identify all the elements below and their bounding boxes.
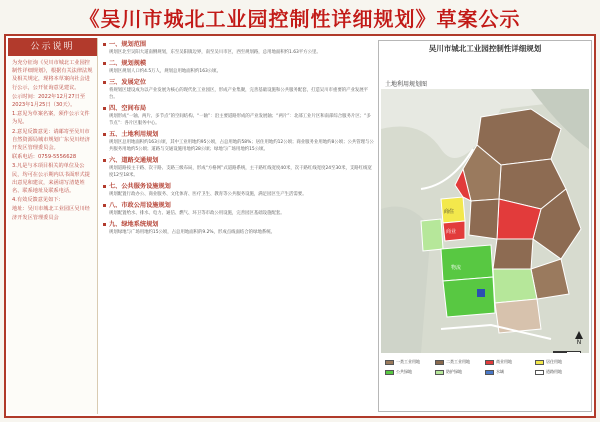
legend-swatch	[435, 370, 444, 375]
section	[103, 201, 375, 217]
notice-title: 公示说明	[8, 38, 97, 56]
plan-sections	[103, 40, 375, 412]
map-panel	[378, 40, 592, 412]
legend-swatch	[385, 370, 394, 375]
section-text: 规划配置行政办公、商业服务、文化体育、医疗卫生、教育等公共服务设施，满足园区生产生活需要。	[109, 192, 307, 197]
legend-swatch	[435, 360, 444, 365]
section-text: 规划道路按主干路、次干路、支路三级布局，形成“方格网”式道路系统，主干路红线宽度40米，次干路红线宽度24至30米，支路红线宽度12至18米。	[109, 166, 372, 178]
section-text: 规划绿地与广场用地约15公顷，占总用地面积的9.2%，形成点线面结合的绿地系统。	[109, 230, 276, 235]
title-bar	[0, 0, 600, 34]
section-text: 规划形成“一轴、两片、多节点”的空间结构。“一轴”：沿主要道路形成的产业发展轴；“两片”：北部工业片区和南部综合服务片区；“多节点”：各片区服务中心。	[109, 114, 371, 126]
section	[103, 40, 375, 56]
legend-item	[435, 369, 462, 375]
legend-swatch	[485, 360, 494, 365]
section	[103, 59, 375, 75]
section-title: 六、道路交通规划	[103, 156, 375, 165]
legend-label: 二类工业用地	[446, 359, 470, 364]
section-text: 规划区规划人口约4.5万人，规划总用地面积约163公顷。	[109, 69, 221, 74]
notice-panel	[8, 38, 98, 414]
map-title: 吴川市城北工业园控制性详细规划	[428, 44, 542, 53]
section	[103, 78, 375, 101]
notice-paragraph: 公示时间：2022年12月27日至2023年1月25日（30天）。	[12, 93, 86, 109]
legend-item	[385, 359, 420, 365]
section-title: 九、绿地系统规划	[103, 220, 375, 229]
legend-label: 道路用地	[546, 369, 562, 374]
legend-swatch	[485, 370, 494, 375]
map-legend	[385, 359, 585, 407]
notice-paragraph: 联系电话：0759-5556628	[12, 154, 77, 161]
legend-swatch	[535, 370, 544, 375]
section-text: 将规划区建设成为以产业发展为核心的现代化工业园区，形成产业集聚，完善基础设施和公共服务配套，打造吴川市重要的产业发展平台。	[109, 88, 369, 100]
section-title: 三、发展定位	[103, 78, 375, 87]
legend-label: 商业用地	[496, 359, 512, 364]
section-title: 七、公共服务设施规划	[103, 182, 375, 191]
section	[103, 104, 375, 127]
legend-item	[485, 359, 512, 365]
legend-item	[385, 369, 412, 375]
legend-swatch	[385, 360, 394, 365]
section-title: 四、空间布局	[103, 104, 375, 113]
compass-label: N	[576, 339, 582, 346]
legend-label: 一类工业用地	[396, 359, 420, 364]
section-text: 规划配置给水、排水、电力、通信、燃气、环卫等市政公用设施，完善园区基础设施配套。	[109, 211, 285, 216]
legend-item	[535, 359, 562, 365]
notice-paragraph: 3.凡是与本项目相关的单位及公民，均可在公示期内以书面形式提出意见和建议，来函请写清楚姓名、联系地址及联系电话。	[12, 163, 90, 195]
legend-label: 居住用地	[546, 359, 562, 364]
legend-label: 水域	[496, 369, 504, 374]
legend-item	[535, 369, 562, 375]
section-text: 规划区总用地面积约163公顷，其中工业用地约95公顷，占总用地的58%；居住用地约12公顷；商业服务业用地约8公顷；公共管理与公共服务用地约5公顷；道路与交通设施用地约28公顷；绿地与广场用地约15公顷。	[109, 140, 374, 152]
section-text: 规划区北至吴阳大道南侧规划，东至吴阳镇边界，南至吴川市区，西至规划路，总用地面积约1.63平方公里。	[109, 50, 321, 55]
legend-label: 公共绿地	[396, 369, 412, 374]
scale-bar	[553, 351, 581, 353]
notice-body	[8, 56, 97, 226]
notice-paragraph: 2.意见反馈意见：请邮寄至吴川市自然资源局城市规划广东吴川经济开发区管理委员会。	[12, 128, 90, 152]
legend-item	[485, 369, 504, 375]
zone-label: 商业	[446, 229, 457, 235]
map-subtitle: 土地利用规划图	[385, 81, 428, 88]
section	[103, 156, 375, 179]
compass-icon	[575, 331, 583, 346]
section-title: 一、规划范围	[103, 40, 375, 49]
section-title: 五、土地利用规划	[103, 130, 375, 139]
notice-paragraph: 为充分征询《吴川市城北工业园控制性详细规划》，根据有关法律法规及相关规定，现将本草案向社会进行公示，公开征询意见建议。	[12, 60, 93, 91]
section-title: 八、市政公用设施规划	[103, 201, 375, 210]
section	[103, 182, 375, 198]
zone-label: 商住	[444, 209, 455, 215]
land-use-map-graphic	[381, 89, 589, 353]
legend-label: 防护绿地	[446, 369, 462, 374]
land-use-map	[381, 89, 589, 353]
section-title: 二、规划规模	[103, 59, 375, 68]
page-title: 《吴川市城北工业园控制性详细规划》草案公示	[79, 6, 521, 31]
notice-paragraph: 4.有效反馈意见如下：	[12, 197, 64, 204]
zone-label: 物流	[451, 265, 462, 271]
poster-frame	[4, 34, 596, 418]
legend-item	[435, 359, 470, 365]
notice-paragraph: 地址：吴川市城北工业园区吴川经济开发区管理委员会	[12, 206, 90, 221]
notice-paragraph: 1.意见为草案名案，须作公示文件为见。	[12, 111, 90, 126]
section	[103, 220, 375, 236]
legend-swatch	[535, 360, 544, 365]
section	[103, 130, 375, 153]
